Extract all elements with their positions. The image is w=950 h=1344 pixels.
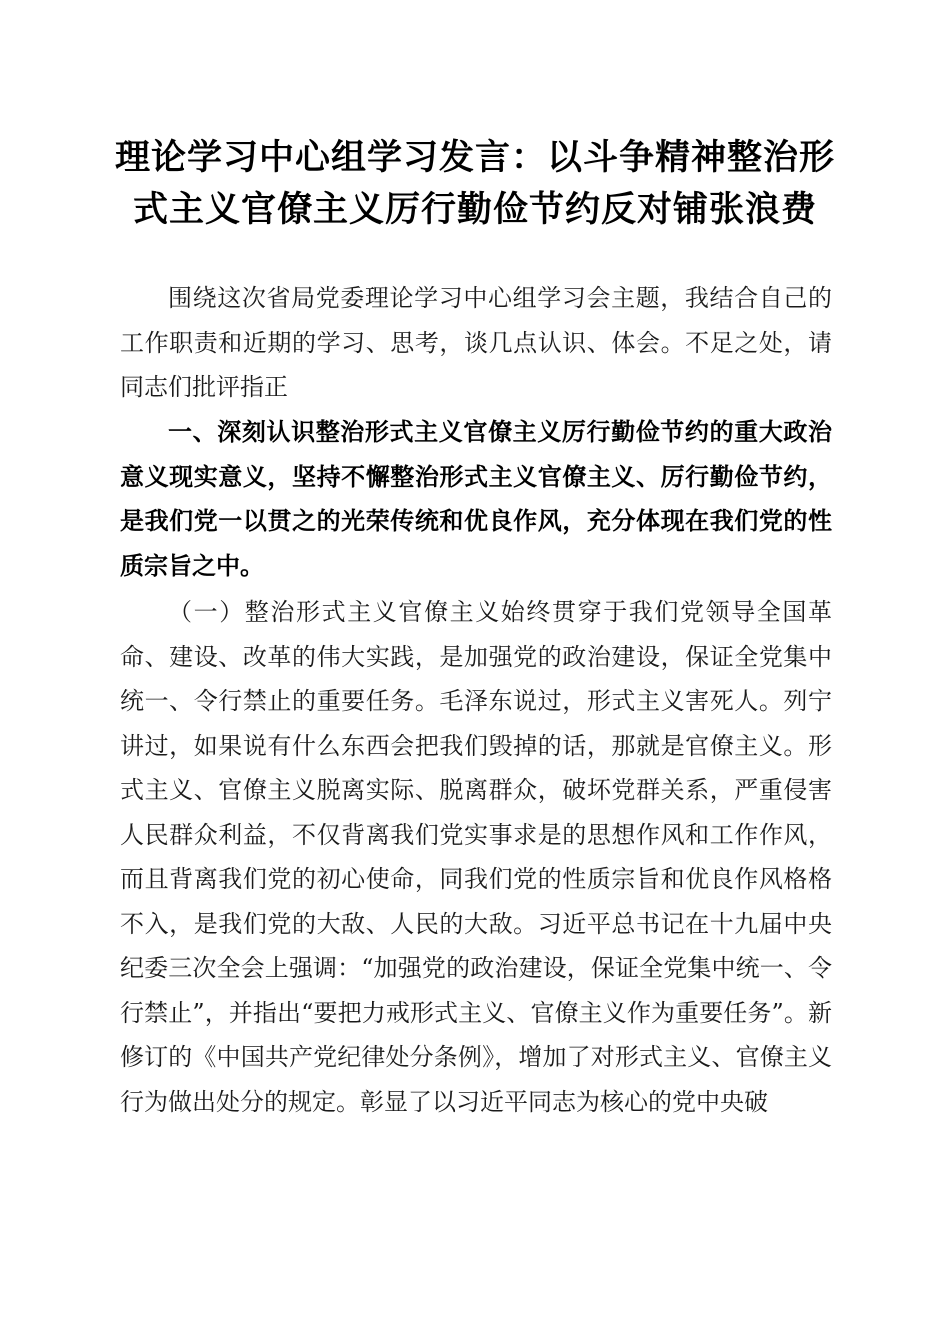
- section-1-heading: 一、深刻认识整治形式主义官僚主义厉行勤俭节约的重大政治意义现实意义，坚持不懈整治形式主义官僚主义、厉行勤俭节约，是我们党一以贯之的光荣传统和优良作风，充分体现在我们党的性质宗旨之中。: [120, 418, 832, 580]
- title-line-1: 理论学习中心组学习发言：以斗争精神整治形: [114, 137, 835, 178]
- intro-paragraph: 围绕这次省局党委理论学习中心组学习会主题，我结合自己的工作职责和近期的学习、思考，谈几点认识、体会。不足之处，请同志们批评指正: [120, 284, 832, 401]
- subsection-1-paragraph: （一）整治形式主义官僚主义始终贯穿于我们党领导全国革命、建设、改革的伟大实践，是加强党的政治建设，保证全党集中统一、令行禁止的重要任务。毛泽东说过，形式主义害死人。列宁讲过，如果说有什么东西会把我们毁掉的话，那就是官僚主义。形式主义、官僚主义脱离实际、脱离群众，破坏党群关系，严重侵害人民群众利益，不仅背离我们党实事求是的思想作风和工作作风，而且背离我们党的初心使命，同我们党的性质宗旨和优良作风格格不入，是我们党的大敌、人民的大敌。习近平总书记在十九届中央纪委三次全会上强调：“加强党的政治建设，保证全党集中统一、令行禁止”，并指出“要把力戒形式主义、官僚主义作为重要任务”。新修订的《中国共产党纪律处分条例》，增加了对形式主义、官僚主义行为做出处分的规定。彰显了以习近平同志为核心的党中央破: [120, 598, 832, 1116]
- title-line-2: 式主义官僚主义厉行勤俭节约反对铺张浪费: [132, 189, 817, 230]
- document-title: [100, 132, 850, 236]
